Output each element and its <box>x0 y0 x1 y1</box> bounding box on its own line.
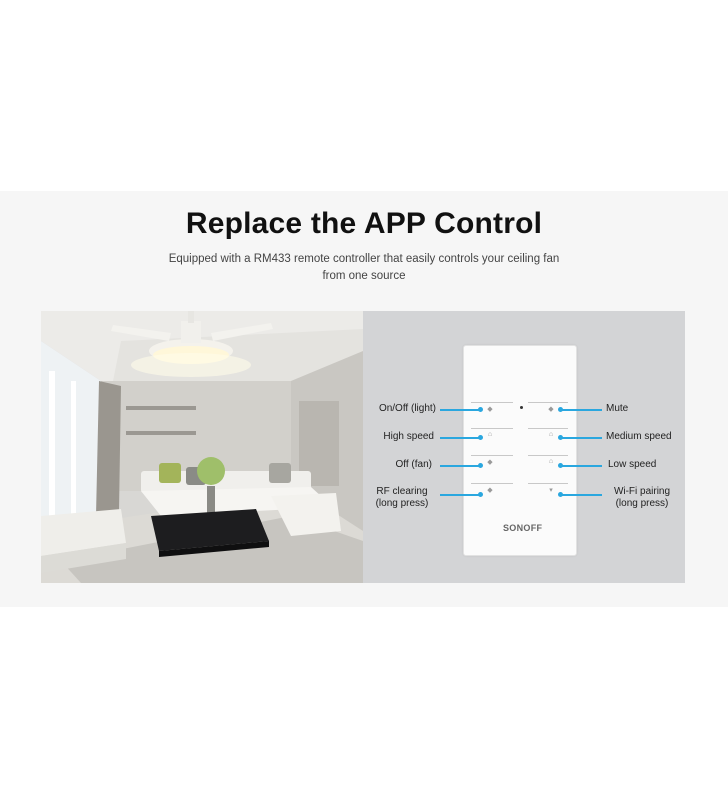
label-mute <box>606 403 628 415</box>
page-title: Replace the APP Control <box>185 207 543 240</box>
callout-line-left-3 <box>440 465 480 467</box>
living-room-illustration <box>41 311 363 583</box>
callout-line-right-1 <box>562 409 602 411</box>
label-line: On/Off (light) <box>378 403 436 414</box>
callout-dot-left-2 <box>478 435 483 440</box>
label-on-off-light <box>346 403 436 415</box>
light-icon: ◆ <box>487 406 493 413</box>
remote-button-rf-clearing[interactable] <box>471 483 513 484</box>
brand-logo: SONOFF <box>503 523 543 533</box>
label-wifi-pairing <box>602 486 682 510</box>
remote-button-mute[interactable] <box>528 402 568 403</box>
remote-button-on-off-light[interactable] <box>471 402 513 403</box>
remote-button-high-speed[interactable] <box>471 428 513 429</box>
callout-dot-left-4 <box>478 492 483 497</box>
living-room-image <box>41 311 363 583</box>
ir-indicator <box>520 406 523 409</box>
subtitle <box>134 251 594 285</box>
callout-line-right-3 <box>562 465 602 467</box>
label-line-2: (long press) <box>615 498 669 509</box>
label-line: Medium speed <box>606 431 672 442</box>
label-line: Low speed <box>608 459 657 470</box>
remote-button-low-speed[interactable] <box>528 455 568 456</box>
label-rf-clearing <box>364 486 440 510</box>
label-line-1: RF clearing <box>376 486 428 497</box>
remote-button-medium-speed[interactable] <box>528 428 568 429</box>
callout-line-left-2 <box>440 437 480 439</box>
subtitle-line-1: Equipped with a RM433 remote controller that easily controls your ceiling fan <box>168 253 560 265</box>
label-off-fan <box>346 459 432 471</box>
label-medium-speed <box>606 431 672 443</box>
callout-line-left-1 <box>440 409 480 411</box>
rf-icon: ◆ <box>487 487 493 494</box>
label-line: High speed <box>383 431 434 442</box>
label-line-2: (long press) <box>375 498 429 509</box>
callout-line-left-4 <box>440 494 480 496</box>
fan-medium-icon: ⌂ <box>548 431 554 438</box>
callout-dot-left-1 <box>478 407 483 412</box>
label-low-speed <box>608 459 656 471</box>
label-line-1: Wi-Fi pairing <box>613 486 671 497</box>
wifi-icon: ▾ <box>549 487 553 494</box>
label-high-speed <box>346 431 434 443</box>
callout-line-right-2 <box>562 437 602 439</box>
fan-off-icon: ◆ <box>487 459 493 466</box>
subtitle-line-2: from one source <box>322 270 406 282</box>
remote-button-off-fan[interactable] <box>471 455 513 456</box>
callout-line-right-4 <box>562 494 602 496</box>
label-line: Mute <box>606 403 629 414</box>
callout-dot-left-3 <box>478 463 483 468</box>
remote-button-wifi-pairing[interactable] <box>528 483 568 484</box>
mute-icon: ◆ <box>548 406 554 413</box>
fan-high-icon: ⌂ <box>487 431 493 438</box>
fan-low-icon: ⌂ <box>548 458 554 465</box>
label-line: Off (fan) <box>395 459 432 470</box>
